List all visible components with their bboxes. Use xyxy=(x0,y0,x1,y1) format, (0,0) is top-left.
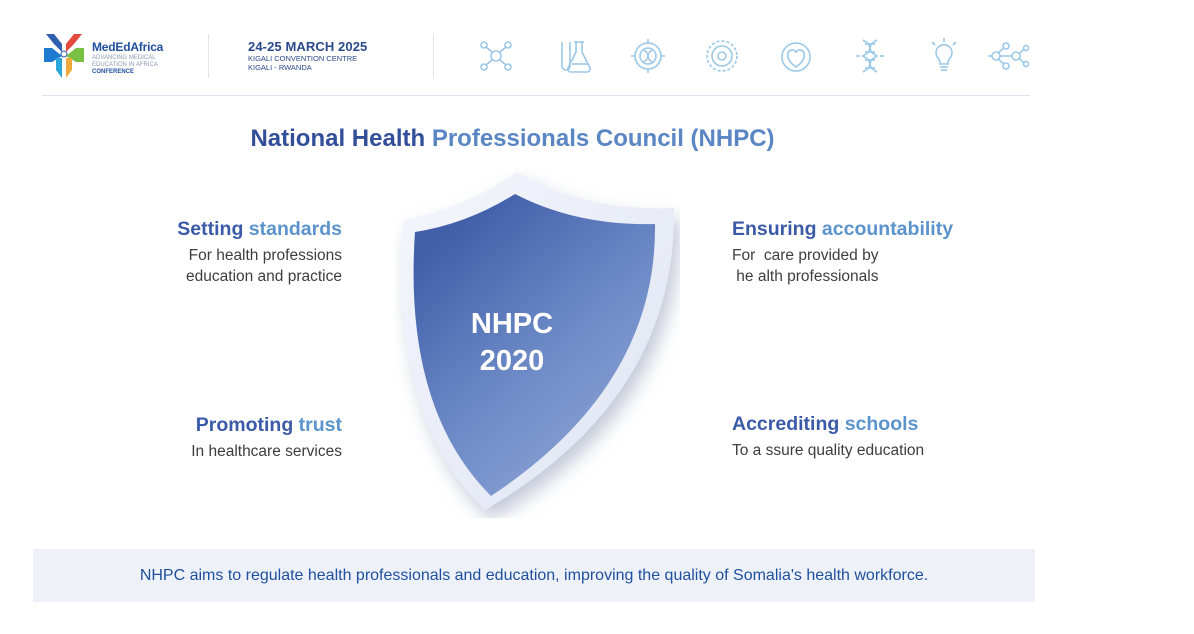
page-title: National Health Professionals Council (NHPC) xyxy=(250,125,775,152)
molecule-icon xyxy=(476,36,516,76)
event-date: 24-25 MARCH 2025 xyxy=(248,39,368,54)
shield-label-line1: NHPC xyxy=(470,308,554,340)
feature-description: For health professions education and practice xyxy=(186,247,342,285)
cell-icon xyxy=(702,36,742,76)
molecule-network-icon xyxy=(986,36,1030,76)
feature-setting-standards xyxy=(100,218,342,287)
feature-description: To a ssure quality education xyxy=(732,442,925,459)
dna-gear-icon xyxy=(628,36,668,76)
logo-subtitle: ADVANCING MEDICAL EDUCATION IN AFRICA CONFERENCE xyxy=(92,55,158,75)
header-rule xyxy=(42,95,1030,96)
feature-heading: Ensuring accountability xyxy=(732,218,954,240)
flask-icon xyxy=(554,36,594,76)
feature-heading: Promoting trust xyxy=(195,414,342,436)
summary-text: NHPC aims to regulate health professionals and education, improving the quality of Somalia's health workforce. xyxy=(139,567,929,584)
dna-helix-icon xyxy=(850,36,890,76)
lightbulb-icon xyxy=(924,36,964,76)
science-icon-row xyxy=(474,36,1034,76)
feature-heading: Setting standards xyxy=(177,218,342,240)
heart-icon xyxy=(776,36,816,76)
logo-name: MedEdAfrica xyxy=(92,40,164,54)
feature-description: For care provided by he alth professionals xyxy=(732,247,879,285)
feature-ensuring-accountability xyxy=(732,218,1032,287)
header-divider xyxy=(433,34,434,78)
event-venue: KIGALI CONVENTION CENTRE KIGALI - RWANDA xyxy=(248,54,358,72)
feature-heading: Accrediting schools xyxy=(732,413,919,435)
mededafrica-logo-icon xyxy=(42,30,86,82)
feature-accrediting-schools xyxy=(732,413,1032,461)
conference-logo xyxy=(42,30,182,82)
feature-promoting-trust xyxy=(100,414,342,462)
header-divider xyxy=(208,34,209,78)
feature-description: In healthcare services xyxy=(191,443,342,460)
summary-banner xyxy=(33,549,1035,602)
shield-label xyxy=(420,306,604,380)
shield-label-line2: 2020 xyxy=(479,345,545,377)
